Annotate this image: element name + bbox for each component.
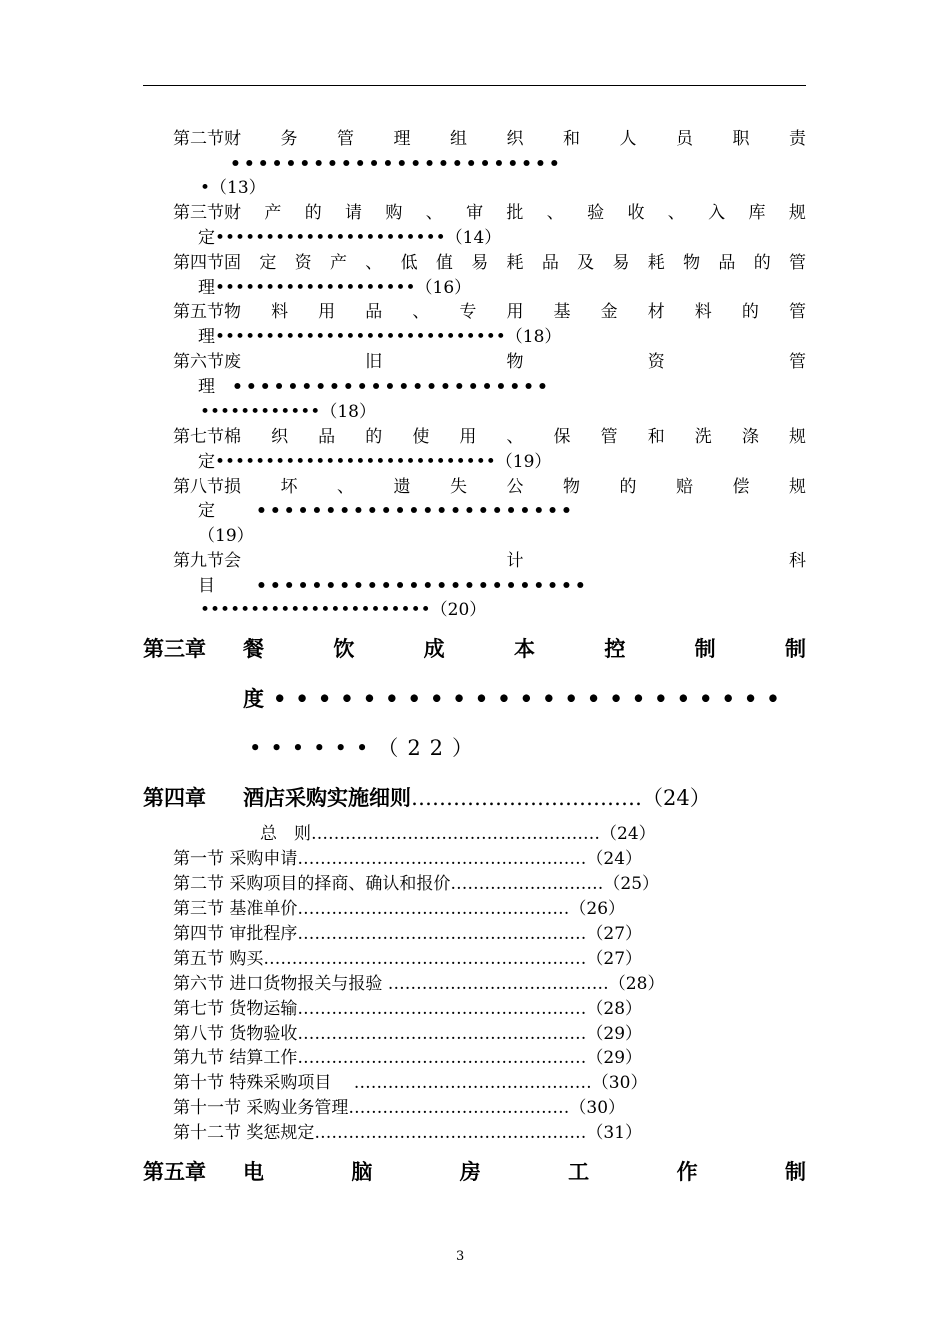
heading-char: 品: [718, 253, 736, 273]
toc-item: 第三节 基准单价…………………………………………（26）: [173, 899, 626, 919]
heading-char: 的: [753, 253, 771, 273]
toc-leader-cont: 目: [198, 576, 215, 596]
toc-entry-ch2-s4: [173, 253, 806, 273]
heading-char: 的: [619, 477, 637, 497]
toc-leader-cont: （19）: [198, 526, 254, 546]
heading-char: 料: [271, 302, 289, 322]
toc-leader-cont: 定: [198, 501, 215, 521]
toc-entry-ch2-s7: [173, 427, 806, 447]
toc-entry-ch2-s9: [173, 551, 806, 571]
heading-char: 基: [553, 302, 571, 322]
toc-entry-ch2-s5: [173, 302, 806, 322]
toc-leader-cont: •（13）: [200, 178, 266, 198]
toc-leader-cont: 定••••••••••••••••••••••••••••（19）: [198, 452, 552, 472]
toc-chapter-3-label: 第三章: [143, 636, 206, 661]
toc-item: 第一节 采购申请……………………………………………（24）: [173, 849, 643, 869]
heading-char: 专: [459, 302, 477, 322]
heading-char: 资: [647, 352, 665, 372]
heading-char: 第九节会: [173, 551, 241, 571]
heading-char: 、: [412, 302, 430, 322]
toc-leader-cont: 理: [198, 377, 215, 397]
heading-char: 的: [365, 427, 383, 447]
heading-char: 偿: [732, 477, 750, 497]
page-number: 3: [456, 1249, 465, 1264]
heading-char: 第八节损: [173, 477, 241, 497]
toc-item: 第五节 购买…………………………………………………（27）: [173, 949, 643, 969]
heading-char: 品: [541, 253, 559, 273]
heading-char: 务: [280, 129, 298, 149]
heading-char: 验: [587, 203, 605, 223]
heading-char: 产: [329, 253, 347, 273]
heading-char: 用: [459, 427, 477, 447]
heading-char: 、: [506, 427, 524, 447]
toc-item: 第六节 进口货物报关与报验 …………………………………（28）: [173, 974, 665, 994]
heading-char: 、: [546, 203, 564, 223]
heading-char: 第七节棉: [173, 427, 241, 447]
heading-char: 第五节物: [173, 302, 241, 322]
toc-item: 总 则……………………………………………（24）: [260, 824, 656, 844]
heading-char: 使: [412, 427, 430, 447]
heading-char: 餐: [243, 636, 264, 661]
heading-char: 品: [365, 302, 383, 322]
heading-char: 成: [423, 636, 445, 661]
heading-char: 金: [600, 302, 618, 322]
heading-char: 失: [450, 477, 467, 497]
heading-char: 计: [506, 551, 524, 571]
toc-leader-cont: ••••••（22）: [249, 736, 483, 760]
heading-char: 管: [600, 427, 618, 447]
heading-char: 员: [676, 129, 693, 149]
toc-item: 第二节 采购项目的择商、确认和报价………………………（25）: [173, 874, 660, 894]
heading-char: 、: [667, 203, 685, 223]
heading-char: 定: [259, 253, 277, 273]
toc-leader-cont: 理••••••••••••••••••••（16）: [198, 278, 472, 298]
heading-char: 管: [789, 352, 806, 372]
heading-char: 织: [506, 129, 524, 149]
heading-char: 涤: [741, 427, 759, 447]
toc-chapter-5-label: 第五章: [143, 1159, 206, 1184]
heading-char: 规: [788, 427, 806, 447]
toc-leader-cont: •••••••••••••••••••••••（20）: [200, 600, 487, 620]
heading-char: 制: [694, 636, 716, 661]
heading-char: 请: [345, 203, 363, 223]
heading-char: 易: [471, 253, 489, 273]
heading-char: 赔: [676, 477, 693, 497]
heading-char: 脑: [351, 1159, 373, 1184]
heading-char: 人: [619, 129, 637, 149]
heading-char: 物: [506, 352, 524, 372]
heading-char: 洗: [694, 427, 712, 447]
heading-char: 制: [784, 636, 806, 661]
toc-chapter-4-title: [243, 786, 711, 810]
heading-char: 收: [627, 203, 645, 223]
heading-char: 批: [506, 203, 524, 223]
heading-char: 旧: [365, 352, 383, 372]
heading-char: 耗: [647, 253, 665, 273]
toc-leader: •••••••••••••••••••••••: [256, 501, 575, 521]
heading-char: 电: [243, 1159, 264, 1184]
heading-char: 料: [694, 302, 712, 322]
toc-entry-ch2-s8: [173, 477, 806, 497]
chapter-title: 酒店采购实施细则: [243, 785, 411, 810]
heading-char: 理: [393, 129, 411, 149]
toc-entry-ch2-s2: [173, 129, 806, 149]
toc-item: 第十节 特殊采购项目 ……………………………………（30）: [173, 1073, 648, 1093]
heading-char: 购: [385, 203, 403, 223]
heading-char: 组: [450, 129, 467, 149]
header-rule: [143, 85, 806, 86]
heading-char: 管: [789, 253, 806, 273]
heading-char: 房: [459, 1159, 481, 1184]
heading-char: 物: [683, 253, 701, 273]
heading-char: 及: [577, 253, 595, 273]
heading-char: 控: [604, 636, 626, 661]
heading-char: 第六节废: [173, 352, 241, 372]
heading-char: 和: [647, 427, 665, 447]
toc-leader-cont: 理•••••••••••••••••••••••••••••（18）: [198, 327, 562, 347]
toc-entry-ch2-s6: [173, 352, 806, 372]
toc-leader-cont: ••••••••••••（18）: [200, 402, 376, 422]
toc-chapter-3-title: [243, 637, 806, 661]
heading-char: 本: [513, 636, 535, 661]
heading-char: 审: [466, 203, 484, 223]
heading-char: 材: [647, 302, 665, 322]
toc-item: 第八节 货物验收……………………………………………（29）: [173, 1024, 643, 1044]
toc-leader: •••••••••••••••••••••••: [232, 377, 551, 397]
heading-char: 库: [748, 203, 766, 223]
heading-char: 易: [612, 253, 630, 273]
heading-char: 资: [294, 253, 312, 273]
heading-char: 遗: [393, 477, 411, 497]
toc-item: 第九节 结算工作……………………………………………（29）: [173, 1048, 643, 1068]
heading-char: 工: [568, 1159, 590, 1184]
toc-item: 第四节 审批程序……………………………………………（27）: [173, 924, 643, 944]
toc-item: 第十一节 采购业务管理…………………………………（30）: [173, 1098, 626, 1118]
toc-leader-cont: 度•••••••••••••••••••••••: [243, 686, 789, 711]
heading-char: 第三节财: [173, 203, 241, 223]
heading-char: 织: [271, 427, 289, 447]
toc-entry-ch2-s3: [173, 203, 806, 223]
toc-leader-cont: 定•••••••••••••••••••••••（14）: [198, 228, 502, 248]
heading-char: 用: [506, 302, 524, 322]
heading-char: 科: [789, 551, 806, 571]
heading-char: 职: [732, 129, 750, 149]
heading-char: 和: [563, 129, 580, 149]
heading-char: 管: [337, 129, 354, 149]
heading-char: 保: [553, 427, 571, 447]
heading-char: 管: [788, 302, 806, 322]
heading-char: 、: [425, 203, 443, 223]
heading-char: 第二节财: [173, 129, 241, 149]
toc-leader: ••••••••••••••••••••••••: [230, 154, 563, 174]
heading-char: 、: [365, 253, 383, 273]
heading-char: 产: [264, 203, 282, 223]
heading-char: 第四节固: [173, 253, 241, 273]
page-ref: （24）: [642, 786, 711, 810]
toc-leader: ……………………………: [411, 786, 642, 810]
heading-char: 入: [708, 203, 726, 223]
heading-char: 值: [435, 253, 453, 273]
heading-char: 用: [318, 302, 336, 322]
toc-chapter-5-title: [243, 1160, 806, 1184]
heading-char: 公: [506, 477, 524, 497]
toc-item: 第十二节 奖惩规定…………………………………………（31）: [173, 1123, 643, 1143]
heading-char: 规: [788, 203, 806, 223]
heading-char: 规: [789, 477, 806, 497]
heading-char: 低: [400, 253, 418, 273]
heading-char: 坏: [280, 477, 298, 497]
heading-char: 责: [789, 129, 806, 149]
heading-char: 饮: [333, 636, 355, 661]
heading-char: 耗: [506, 253, 524, 273]
heading-char: 制: [784, 1159, 806, 1184]
toc-item: 第七节 货物运输……………………………………………（28）: [173, 999, 643, 1019]
toc-chapter-4-label: 第四章: [143, 785, 206, 810]
heading-char: 物: [563, 477, 580, 497]
heading-char: 的: [304, 203, 322, 223]
heading-char: 品: [318, 427, 336, 447]
heading-char: 作: [676, 1159, 698, 1184]
toc-leader: ••••••••••••••••••••••••: [256, 576, 589, 596]
heading-char: 、: [337, 477, 354, 497]
heading-char: 的: [741, 302, 759, 322]
